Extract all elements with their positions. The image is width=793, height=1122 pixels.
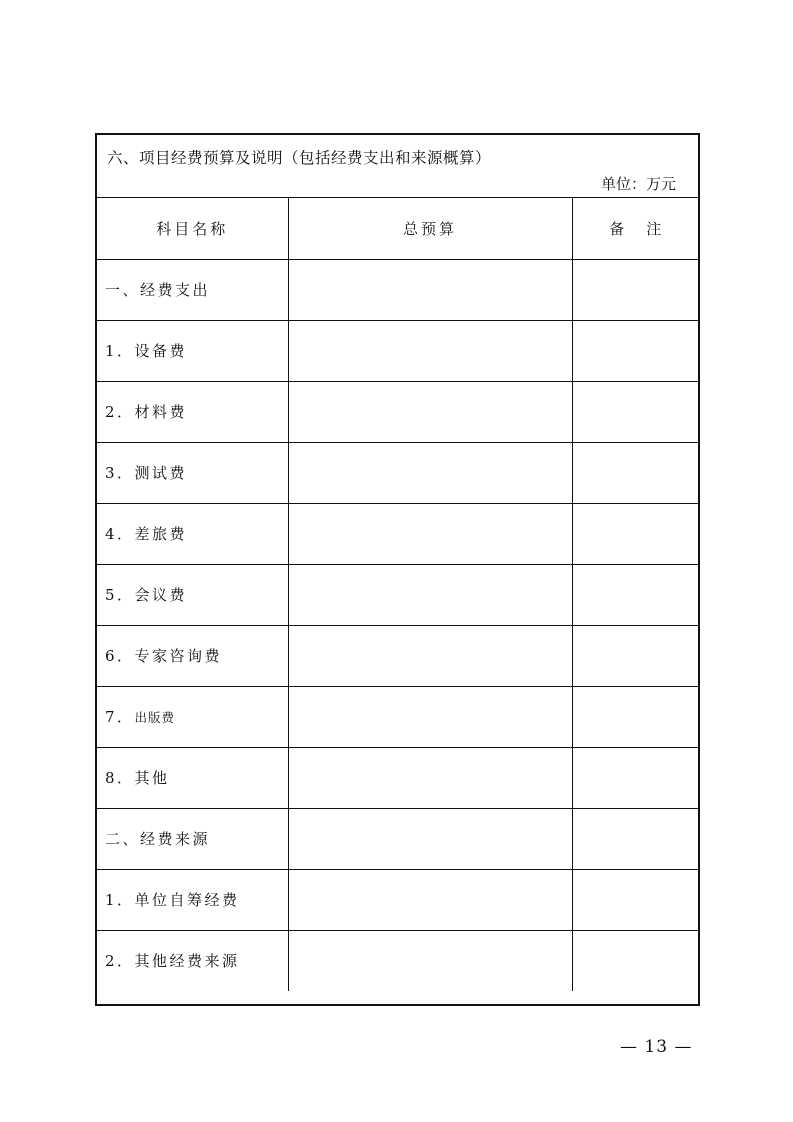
budget-cell[interactable]	[288, 564, 572, 625]
note-cell[interactable]	[572, 564, 698, 625]
table-row	[97, 686, 698, 747]
budget-cell[interactable]	[288, 930, 572, 991]
section-title: 六、项目经费预算及说明（包括经费支出和来源概算）	[107, 149, 492, 167]
table-row	[97, 381, 698, 442]
row-label: 3．测试费	[97, 442, 288, 503]
budget-cell[interactable]	[288, 259, 572, 320]
table-row	[97, 320, 698, 381]
budget-cell[interactable]	[288, 503, 572, 564]
row-label: 一、经费支出	[97, 259, 288, 320]
table-row	[97, 564, 698, 625]
row-label: 2．材料费	[97, 381, 288, 442]
table-row	[97, 808, 698, 869]
row-label: 2．其他经费来源	[97, 930, 288, 991]
row-label: 5．会议费	[97, 564, 288, 625]
unit-label: 单位：万元	[600, 175, 676, 193]
column-header-subject: 科目名称	[97, 198, 288, 259]
note-cell[interactable]	[572, 808, 698, 869]
budget-cell[interactable]	[288, 381, 572, 442]
note-cell[interactable]	[572, 442, 698, 503]
budget-cell[interactable]	[288, 808, 572, 869]
form-header	[97, 135, 698, 198]
budget-table	[97, 198, 698, 991]
budget-cell[interactable]	[288, 869, 572, 930]
table-row	[97, 259, 698, 320]
column-header-total-budget: 总预算	[288, 198, 572, 259]
note-cell[interactable]	[572, 686, 698, 747]
note-cell[interactable]	[572, 625, 698, 686]
page-number: — 13 —	[620, 1037, 693, 1057]
note-cell[interactable]	[572, 747, 698, 808]
table-header-row	[97, 198, 698, 259]
note-cell[interactable]	[572, 320, 698, 381]
note-cell[interactable]	[572, 503, 698, 564]
row-label-text: 出版费	[134, 710, 176, 725]
budget-cell[interactable]	[288, 625, 572, 686]
note-cell[interactable]	[572, 869, 698, 930]
row-label: 1．单位自筹经费	[97, 869, 288, 930]
table-row	[97, 503, 698, 564]
budget-cell[interactable]	[288, 442, 572, 503]
table-row	[97, 930, 698, 991]
column-header-remarks: 备注	[572, 198, 698, 259]
row-label: 6．专家咨询费	[97, 625, 288, 686]
table-row	[97, 747, 698, 808]
table-row	[97, 442, 698, 503]
row-label-number: 7．	[105, 708, 135, 726]
row-label: 二、经费来源	[97, 808, 288, 869]
note-cell[interactable]	[572, 381, 698, 442]
table-row	[97, 869, 698, 930]
budget-cell[interactable]	[288, 320, 572, 381]
row-label: 1．设备费	[97, 320, 288, 381]
note-cell[interactable]	[572, 259, 698, 320]
note-cell[interactable]	[572, 930, 698, 991]
row-label: 8．其他	[97, 747, 288, 808]
table-row	[97, 625, 698, 686]
budget-cell[interactable]	[288, 747, 572, 808]
row-label: 4．差旅费	[97, 503, 288, 564]
row-label	[97, 686, 288, 747]
budget-cell[interactable]	[288, 686, 572, 747]
budget-form	[95, 133, 700, 1006]
